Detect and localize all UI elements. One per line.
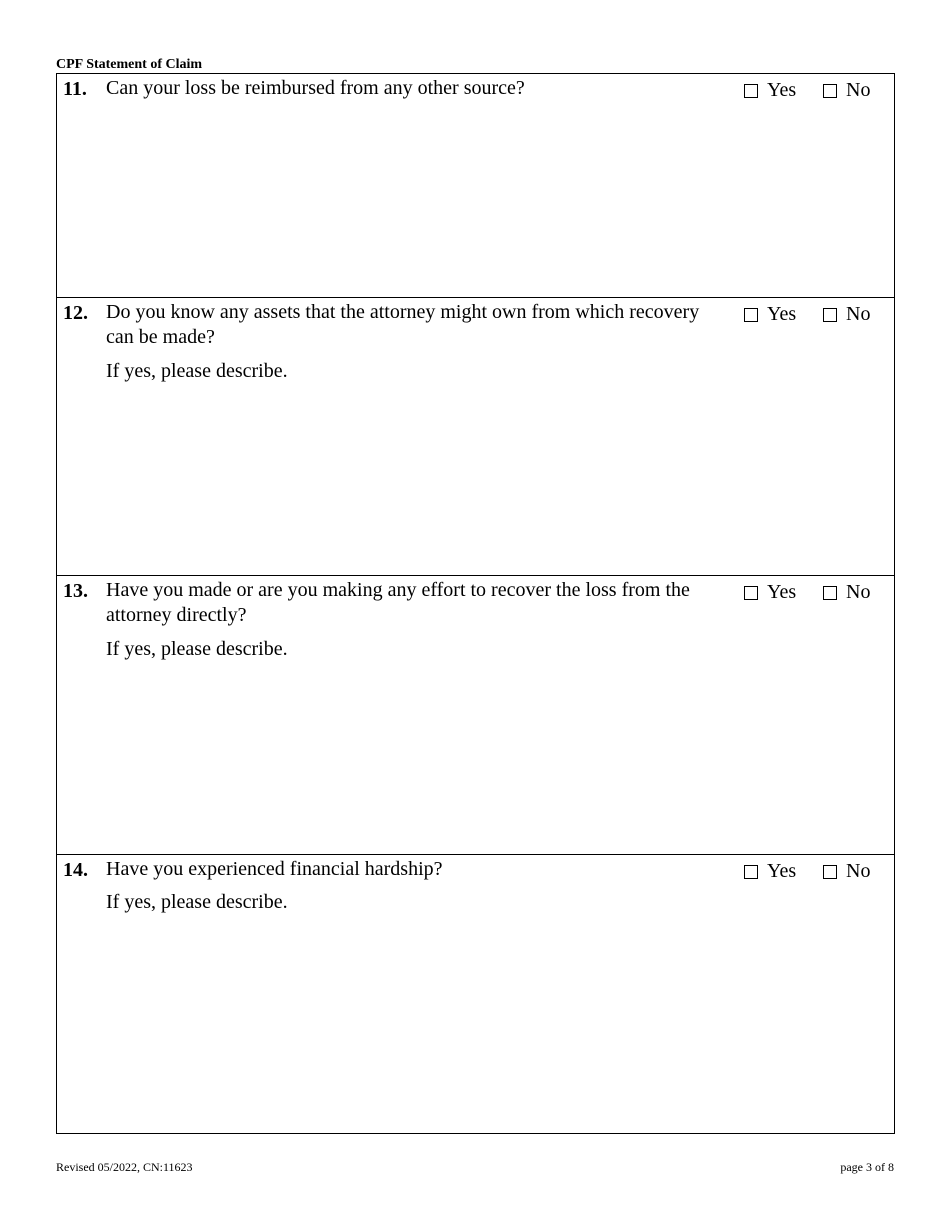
question-row-12 <box>57 297 894 575</box>
describe-prompt: If yes, please describe. <box>106 360 288 382</box>
no-option[interactable] <box>823 580 870 605</box>
no-checkbox[interactable] <box>823 308 837 322</box>
yes-label: Yes <box>767 79 797 101</box>
yes-option[interactable] <box>744 302 796 327</box>
question-text: Have you experienced financial hardship? <box>106 858 443 880</box>
no-option[interactable] <box>823 78 870 103</box>
yes-option[interactable] <box>744 580 796 605</box>
question-number: 11. <box>63 78 87 100</box>
question-number: 14. <box>63 859 88 881</box>
describe-prompt: If yes, please describe. <box>106 638 288 660</box>
question-text: Do you know any assets that the attorney might own from which recovery can be made? <box>106 301 700 348</box>
question-text: Can your loss be reimbursed from any other source? <box>106 77 525 99</box>
question-text: Have you made or are you making any effort to recover the loss from the attorney directly? <box>106 579 690 626</box>
no-option[interactable] <box>823 302 870 327</box>
question-row-11 <box>57 74 894 297</box>
yes-label: Yes <box>767 860 797 882</box>
revision-note: Revised 05/2022, CN:11623 <box>56 1160 193 1174</box>
yes-label: Yes <box>767 581 797 603</box>
yes-checkbox[interactable] <box>744 586 758 600</box>
no-label: No <box>846 581 871 603</box>
no-checkbox[interactable] <box>823 865 837 879</box>
question-row-13 <box>57 575 894 854</box>
no-label: No <box>846 79 871 101</box>
question-number: 12. <box>63 302 88 324</box>
yes-checkbox[interactable] <box>744 865 758 879</box>
no-checkbox[interactable] <box>823 586 837 600</box>
yes-label: Yes <box>767 303 797 325</box>
no-label: No <box>846 303 871 325</box>
yes-option[interactable] <box>744 78 796 103</box>
yes-option[interactable] <box>744 859 796 884</box>
yes-checkbox[interactable] <box>744 308 758 322</box>
no-checkbox[interactable] <box>823 84 837 98</box>
question-row-14 <box>57 854 894 1133</box>
question-number: 13. <box>63 580 88 602</box>
no-option[interactable] <box>823 859 870 884</box>
page-number: page 3 of 8 <box>840 1160 894 1174</box>
no-label: No <box>846 860 871 882</box>
claim-questions-table <box>56 73 895 1134</box>
document-title: CPF Statement of Claim <box>56 57 203 72</box>
describe-prompt: If yes, please describe. <box>106 891 288 913</box>
yes-checkbox[interactable] <box>744 84 758 98</box>
